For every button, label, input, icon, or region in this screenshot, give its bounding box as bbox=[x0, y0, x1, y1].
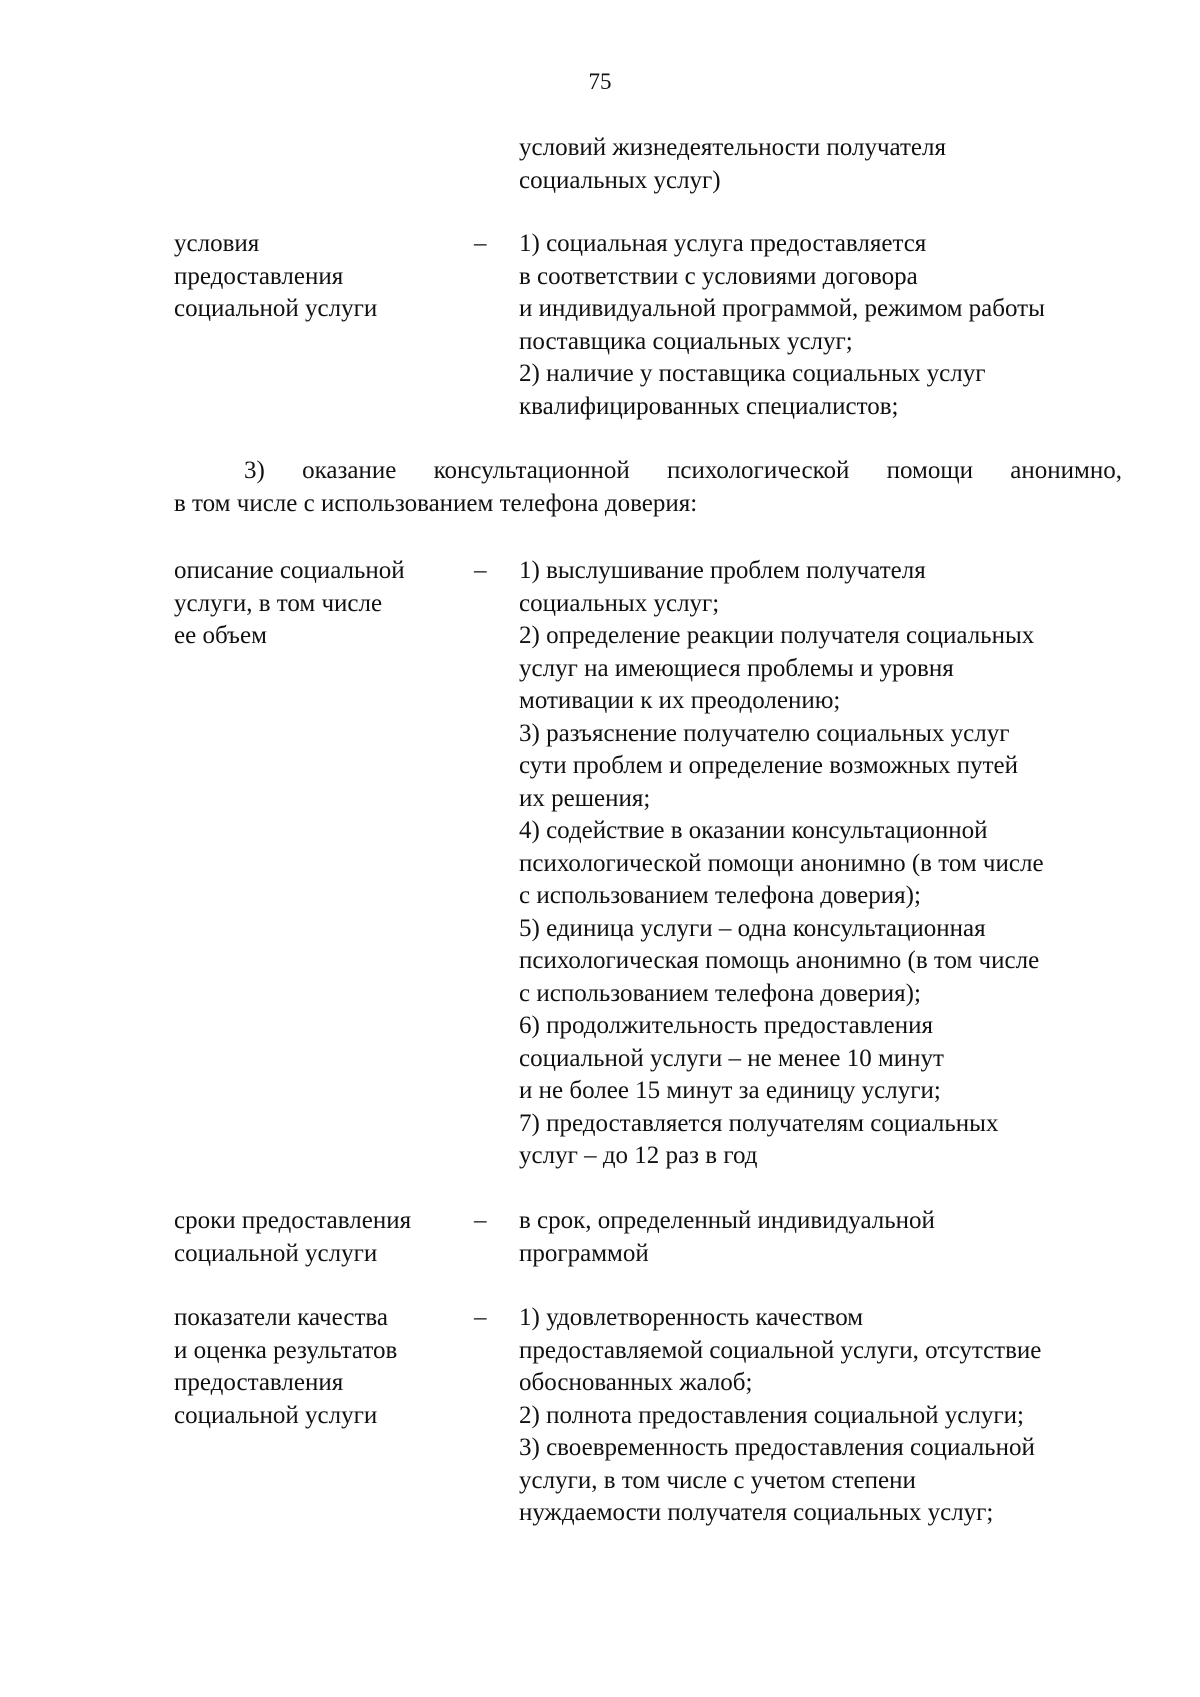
continuation-block bbox=[174, 132, 1122, 197]
definition-line: 6) продолжительность предоставления bbox=[519, 1012, 934, 1039]
section-service-conditions bbox=[174, 228, 1122, 423]
term-definition bbox=[519, 1205, 1122, 1270]
dash-separator: – bbox=[474, 1207, 487, 1234]
definition-line: в срок, определенный индивидуальной bbox=[519, 1207, 935, 1234]
definition-line: сути проблем и определение возможных путей bbox=[519, 752, 1019, 779]
definition-row bbox=[174, 1302, 1122, 1530]
term-line: социальной услуги bbox=[174, 1239, 378, 1267]
definition-line: 5) единица услуги – одна консультационная bbox=[519, 914, 986, 942]
definition-line: 3) разъяснение получателю социальных услуг bbox=[519, 719, 1010, 747]
term-line: предоставления bbox=[174, 1369, 344, 1396]
page-number: 75 bbox=[588, 69, 612, 94]
definition-line: и не более 15 минут за единицу услуги; bbox=[519, 1077, 941, 1104]
term-line: и оценка результатов bbox=[174, 1336, 398, 1364]
section-service-terms bbox=[174, 1205, 1122, 1270]
definition-row bbox=[174, 228, 1122, 423]
definition-line: 1) выслушивание проблем получателя bbox=[519, 557, 926, 584]
definition-line: предоставляемой социальной услуги, отсутствие bbox=[519, 1336, 1042, 1364]
term-label bbox=[174, 1205, 464, 1270]
definition-line: с использованием телефона доверия); bbox=[519, 979, 921, 1007]
term-definition bbox=[519, 555, 1122, 1173]
term-line: условия bbox=[174, 230, 260, 257]
definition-line: квалифицированных специалистов; bbox=[519, 392, 899, 420]
definition-line: 7) предоставляется получателям социальных bbox=[519, 1109, 999, 1137]
term-line: сроки предоставления bbox=[174, 1207, 412, 1234]
definition-line: в соответствии с условиями договора bbox=[519, 262, 918, 290]
definition-line: 2) полнота предоставления социальной услуги; bbox=[519, 1401, 1024, 1429]
term-definition bbox=[519, 1302, 1122, 1530]
section-service-description bbox=[174, 555, 1122, 1173]
term-line: социальной услуги bbox=[174, 1401, 378, 1429]
definition-line: 2) наличие у поставщика социальных услуг bbox=[519, 360, 986, 387]
term-line: предоставления bbox=[174, 262, 344, 290]
term-label bbox=[174, 555, 464, 1173]
definition-line: поставщика социальных услуг; bbox=[519, 327, 853, 355]
definition-line: нуждаемости получателя социальных услуг; bbox=[519, 1499, 994, 1526]
definition-line: услуг – до 12 раз в год bbox=[519, 1142, 758, 1169]
section-quality-indicators bbox=[174, 1302, 1122, 1530]
definition-line: их решения; bbox=[519, 784, 651, 812]
term-line: социальной услуги bbox=[174, 295, 378, 322]
term-label bbox=[174, 228, 464, 423]
definition-line: психологической помощи анонимно (в том числе bbox=[519, 849, 1044, 877]
definition-line: и индивидуальной программой, режимом работы bbox=[519, 295, 1045, 322]
definition-line: с использованием телефона доверия); bbox=[519, 882, 921, 909]
definition-line: услуг на имеющиеся проблемы и уровня bbox=[519, 654, 954, 682]
heading-line: в том числе с использованием телефона доверия: bbox=[174, 489, 698, 517]
definition-row bbox=[174, 1205, 1122, 1270]
term-definition bbox=[519, 228, 1122, 423]
term-line: описание социальной bbox=[174, 557, 405, 584]
dash-separator: – bbox=[474, 230, 487, 257]
definition-line: обоснованных жалоб; bbox=[519, 1369, 753, 1396]
term-line: услуги, в том числе bbox=[174, 589, 383, 617]
definition-line: услуги, в том числе с учетом степени bbox=[519, 1466, 916, 1494]
definition-line: 4) содействие в оказании консультационной bbox=[519, 817, 988, 844]
definition-line: 1) удовлетворенность качеством bbox=[519, 1304, 864, 1331]
term-label bbox=[174, 1302, 464, 1530]
heading-line: 3) оказание консультационной психологической помощи анонимно, bbox=[244, 457, 1122, 484]
definition-line: социальных услуг; bbox=[519, 589, 720, 617]
definition-row bbox=[174, 555, 1122, 1173]
continuation-line: условий жизнедеятельности получателя bbox=[519, 134, 946, 161]
dash-separator: – bbox=[474, 557, 487, 584]
dash-separator: – bbox=[474, 1304, 487, 1331]
definition-line: программой bbox=[519, 1239, 649, 1267]
definition-line: социальной услуги – не менее 10 минут bbox=[519, 1044, 944, 1072]
service-heading bbox=[174, 455, 1122, 520]
definition-line: мотивации к их преодолению; bbox=[519, 687, 841, 714]
definition-line: 3) своевременность предоставления социальной bbox=[519, 1434, 1035, 1461]
continuation-line: социальных услуг) bbox=[519, 166, 721, 194]
definition-line: 2) определение реакции получателя социальных bbox=[519, 622, 1035, 649]
term-line: показатели качества bbox=[174, 1304, 388, 1331]
definition-line: 1) социальная услуга предоставляется bbox=[519, 230, 927, 257]
term-line: ее объем bbox=[174, 622, 267, 649]
definition-line: психологическая помощь анонимно (в том числе bbox=[519, 947, 1040, 974]
